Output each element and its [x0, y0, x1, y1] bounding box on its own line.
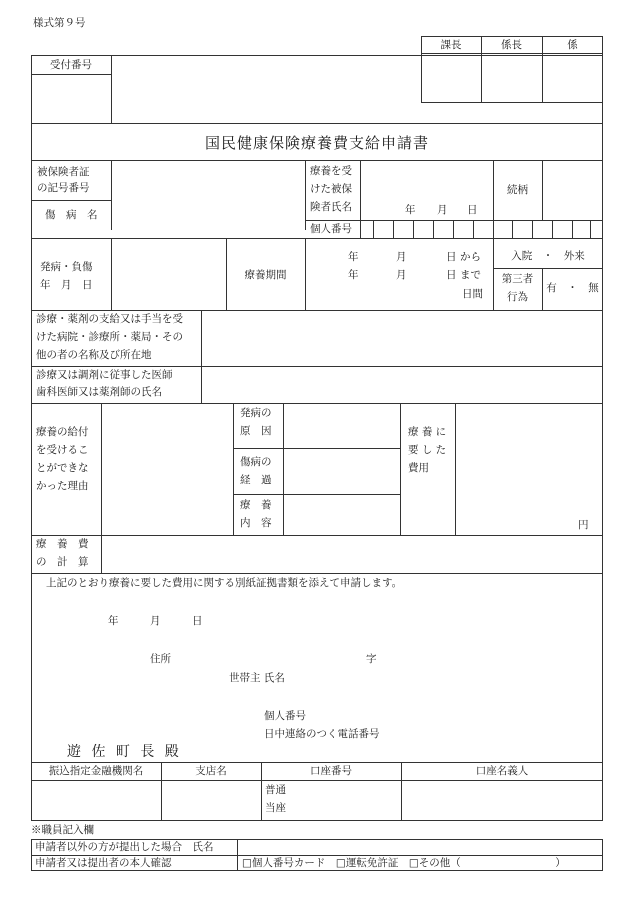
- illness-label: 傷 病 名: [45, 209, 98, 221]
- approval-header-chief: 課長: [440, 39, 462, 51]
- hospital-label-3: 他の者の名称及び所在地: [36, 349, 152, 361]
- onset-date-field[interactable]: [112, 239, 225, 309]
- bank-institution-field[interactable]: [32, 781, 160, 820]
- cost-label-2: 要 し た: [408, 444, 447, 456]
- doctor-label-1: 診療又は調剤に従事した医師: [36, 369, 173, 381]
- period-from-day: 日: [446, 251, 457, 263]
- cost-amount-field[interactable]: [456, 404, 602, 534]
- application-date[interactable]: 年 月 日: [108, 615, 203, 627]
- course-label-2: 経 過: [240, 474, 272, 486]
- insured-cert-label-2: の記号番号: [37, 182, 90, 194]
- reason-field[interactable]: [102, 404, 232, 534]
- staff-row-proxy-name: 申請者以外の方が提出した場合 氏名: [35, 841, 214, 853]
- yen-unit: 円: [578, 519, 589, 531]
- third-party-yes-no-option[interactable]: 有 ・ 無: [546, 282, 599, 294]
- calc-label-1: 療 養 費: [36, 538, 89, 550]
- hospital-label-1: 診療・薬剤の支給又は手当を受: [36, 313, 183, 325]
- aza-label: 字: [366, 653, 377, 665]
- content-label-1: 療 養: [240, 499, 272, 511]
- third-party-label-2: 行為: [507, 291, 528, 303]
- account-type-current[interactable]: 当座: [265, 802, 286, 814]
- cost-label-3: 費用: [408, 462, 429, 474]
- approval-header-subchief: 係長: [501, 39, 522, 51]
- period-to-day: 日: [446, 269, 457, 281]
- patient-name-field[interactable]: [361, 161, 492, 201]
- course-field[interactable]: [284, 449, 399, 493]
- inpatient-outpatient-option[interactable]: 入院 ・ 外来: [511, 250, 585, 262]
- period-from-month: 月: [396, 251, 407, 263]
- mayor-addressee: 遊 佐 町 長 殿: [67, 744, 182, 760]
- staff-note: ※職員記入欄: [31, 824, 94, 836]
- doctor-label-2: 歯科医師又は薬剤師の氏名: [36, 386, 162, 398]
- form-number: 様式第９号: [33, 17, 86, 29]
- onset-label-2: 年 月 日: [40, 279, 93, 291]
- illness-field[interactable]: [112, 201, 304, 239]
- account-holder-field[interactable]: [402, 781, 602, 820]
- period-to-month: 月: [396, 269, 407, 281]
- cost-label-1: 療 養 に: [408, 426, 447, 438]
- form-title: 国民健康保険療養費支給申請書: [204, 134, 429, 152]
- period-from-year: 年: [348, 251, 359, 263]
- period-from-label: から: [460, 251, 481, 263]
- course-label-1: 傷病の: [240, 456, 272, 468]
- bank-header-account-holder: 口座名義人: [475, 765, 529, 777]
- address-label: 住所: [150, 653, 171, 665]
- insured-cert-number-field[interactable]: [112, 161, 304, 199]
- bank-header-account-number: 口座番号: [310, 765, 352, 777]
- insured-cert-label-1: 被保険者証: [37, 166, 90, 178]
- birth-day-mark: 日: [467, 204, 478, 216]
- period-label: 療養期間: [244, 269, 287, 281]
- calc-field[interactable]: [102, 536, 602, 572]
- relationship-field[interactable]: [543, 161, 602, 219]
- application-statement: 上記のとおり療養に要した費用に関する別紙証拠書類を添えて申請します。: [46, 577, 403, 589]
- receipt-number-label: 受付番号: [50, 59, 92, 71]
- bank-branch-field[interactable]: [162, 781, 260, 820]
- bank-header-institution: 振込指定金融機関名: [48, 765, 144, 777]
- receipt-number-field[interactable]: [32, 75, 110, 121]
- onset-label-1: 発病・負傷: [40, 261, 93, 273]
- proxy-name-field[interactable]: [238, 840, 602, 854]
- daytime-phone-label: 日中連絡のつく電話番号: [264, 728, 380, 740]
- reason-label-4: かった理由: [36, 480, 89, 492]
- reason-label-1: 療養の給付: [36, 426, 89, 438]
- cause-field[interactable]: [284, 404, 399, 447]
- approval-header-staff: 係: [567, 39, 578, 51]
- doctor-field[interactable]: [202, 367, 602, 402]
- relationship-label: 続柄: [507, 184, 528, 196]
- identity-check-options[interactable]: □個人番号カード □運転免許証 □その他（ ）: [242, 857, 566, 869]
- patient-name-label-2: けた被保: [310, 183, 352, 195]
- cause-label-2: 原 因: [240, 425, 272, 437]
- householder-name-field[interactable]: [295, 669, 545, 687]
- reason-label-2: を受けるこ: [36, 444, 89, 456]
- birth-year-mark: 年: [405, 204, 416, 216]
- address-field[interactable]: [185, 650, 355, 668]
- reason-label-3: とができな: [36, 462, 89, 474]
- calc-label-2: の 計 算: [36, 556, 89, 568]
- staff-row-identity-check: 申請者又は提出者の本人確認: [35, 857, 172, 869]
- personal-number-label: 個人番号: [310, 223, 352, 235]
- personal-number-label-2: 個人番号: [264, 710, 306, 722]
- content-field[interactable]: [284, 495, 399, 534]
- bank-header-branch: 支店名: [195, 765, 227, 777]
- account-type-ordinary[interactable]: 普通: [265, 784, 286, 796]
- birth-month-mark: 月: [437, 204, 448, 216]
- hospital-label-2: けた病院・診療所・薬局・その: [36, 331, 183, 343]
- patient-name-label-1: 療養を受: [310, 165, 352, 177]
- hospital-field[interactable]: [202, 311, 602, 365]
- period-until-label: まで: [460, 269, 481, 281]
- period-to-year: 年: [348, 269, 359, 281]
- third-party-label-1: 第三者: [501, 273, 534, 285]
- period-days-label: 日間: [462, 288, 483, 300]
- patient-name-label-3: 険者氏名: [310, 201, 352, 213]
- content-label-2: 内 容: [240, 517, 272, 529]
- householder-name-label: 世帯主 氏名: [229, 672, 285, 684]
- cause-label-1: 発病の: [240, 407, 272, 419]
